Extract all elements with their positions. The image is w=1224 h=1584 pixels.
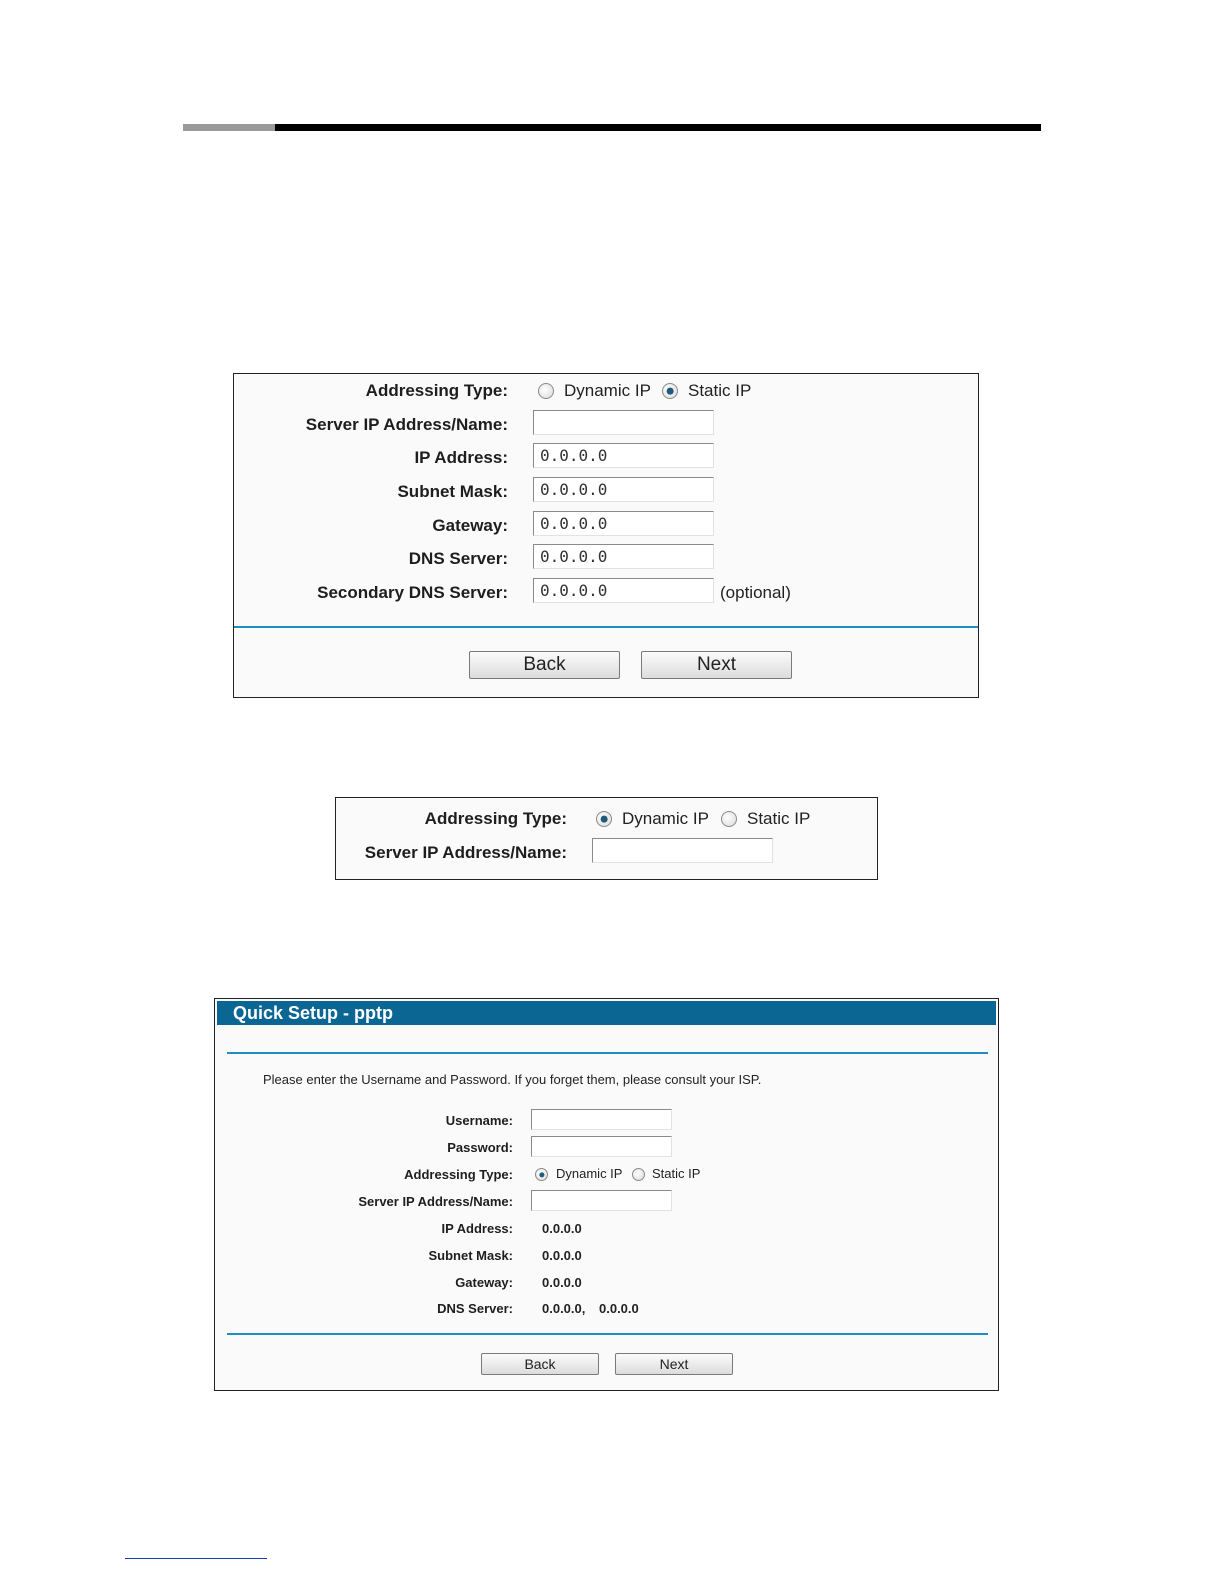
addressing-type-label: Addressing Type: (404, 1167, 513, 1182)
optional-note: (optional) (720, 583, 791, 602)
server-ip-input[interactable] (533, 410, 714, 435)
gateway-value: 0.0.0.0 (542, 1275, 582, 1290)
server-ip-input[interactable] (531, 1190, 672, 1211)
subnet-mask-label: Subnet Mask: (428, 1248, 513, 1263)
next-button[interactable]: Next (641, 651, 792, 679)
header-rule-gray (183, 124, 275, 131)
next-button[interactable]: Next (615, 1353, 733, 1375)
subnet-mask-value: 0.0.0.0 (542, 1248, 582, 1263)
server-ip-label: Server IP Address/Name: (305, 415, 508, 434)
username-label: Username: (445, 1113, 513, 1128)
dynamic-ip-radio[interactable] (538, 383, 554, 399)
secondary-dns-input[interactable] (533, 578, 714, 603)
dynamic-ip-radio[interactable] (596, 811, 612, 827)
dns-server-input[interactable] (533, 544, 714, 569)
server-ip-label: Server IP Address/Name: (364, 843, 567, 862)
secondary-dns-value: 0.0.0.0 (599, 1301, 639, 1316)
ip-address-input[interactable] (533, 443, 714, 468)
password-label: Password: (447, 1140, 513, 1155)
subnet-mask-label: Subnet Mask: (397, 482, 508, 501)
dns-server-label: DNS Server: (437, 1301, 513, 1316)
gateway-label: Gateway: (432, 516, 508, 535)
ip-address-value: 0.0.0.0 (542, 1221, 582, 1236)
ip-address-label: IP Address: (414, 448, 508, 467)
secondary-dns-label: Secondary DNS Server: (317, 583, 508, 602)
addressing-type-label: Addressing Type: (424, 809, 567, 828)
addressing-type-label: Addressing Type: (365, 381, 508, 400)
static-ip-label[interactable]: Static IP (652, 1166, 701, 1181)
static-ip-radio[interactable] (632, 1168, 645, 1181)
quick-setup-pptp-panel (214, 998, 999, 1391)
back-button[interactable]: Back (481, 1353, 599, 1375)
back-button[interactable]: Back (469, 651, 620, 679)
dynamic-ip-label[interactable]: Dynamic IP (622, 809, 709, 828)
header-rule-black (275, 124, 1041, 131)
server-ip-label: Server IP Address/Name: (358, 1194, 513, 1209)
username-input[interactable] (531, 1109, 672, 1130)
static-ip-radio[interactable] (721, 811, 737, 827)
bottom-separator (227, 1333, 988, 1335)
gateway-label: Gateway: (455, 1275, 513, 1290)
static-ip-panel (233, 373, 979, 698)
dynamic-ip-radio[interactable] (535, 1168, 548, 1181)
dns-server-label: DNS Server: (408, 549, 508, 568)
static-ip-label[interactable]: Static IP (747, 809, 811, 828)
panel-title: Quick Setup - pptp (217, 1001, 996, 1025)
top-separator (227, 1052, 988, 1054)
dynamic-ip-label[interactable]: Dynamic IP (564, 381, 651, 400)
footer-link-underline[interactable] (125, 1558, 267, 1559)
server-ip-input[interactable] (592, 838, 773, 863)
dns-server-value: 0.0.0.0, (542, 1301, 586, 1316)
dynamic-ip-panel (335, 797, 878, 880)
subnet-mask-input[interactable] (533, 477, 714, 502)
instruction-text: Please enter the Username and Password. If you forget them, please consult your ISP. (263, 1072, 762, 1087)
static-ip-radio[interactable] (662, 383, 678, 399)
static-ip-label[interactable]: Static IP (688, 381, 752, 400)
password-input[interactable] (531, 1136, 672, 1157)
ip-address-label: IP Address: (441, 1221, 513, 1236)
gateway-input[interactable] (533, 511, 714, 536)
separator (234, 626, 978, 628)
dynamic-ip-label[interactable]: Dynamic IP (556, 1166, 623, 1181)
